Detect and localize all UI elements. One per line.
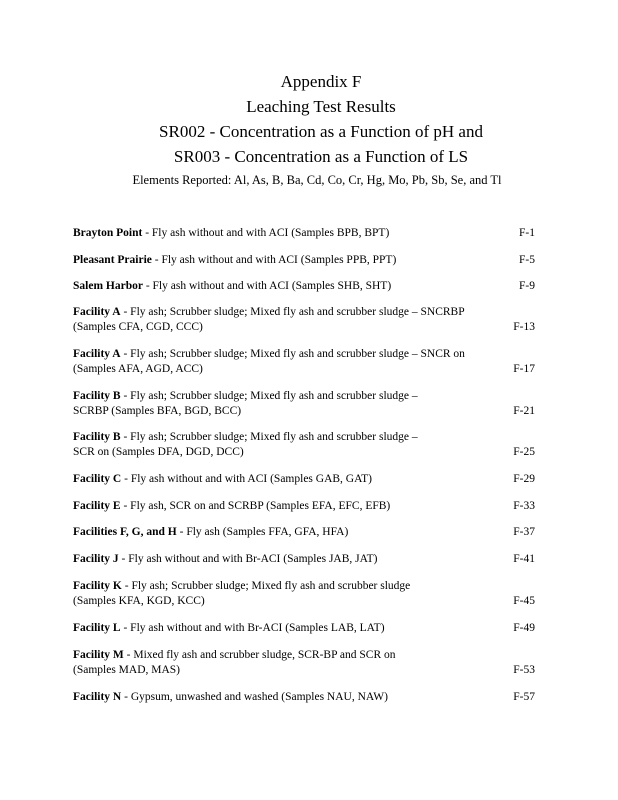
entry-facility: Facility B	[73, 390, 121, 402]
toc-entry-brayton-point	[73, 226, 535, 241]
entry-description: - Fly ash, SCR on and SCRBP (Samples EFA, EFC, EFB)	[120, 500, 391, 512]
entry-description: - Fly ash; Scrubber sludge; Mixed fly ash and scrubber sludge – SNCRBP	[120, 306, 465, 318]
document-title: Leaching Test Results	[246, 97, 396, 116]
entry-page-number: F-9	[519, 280, 535, 292]
entry-page-number: F-37	[513, 526, 535, 538]
table-of-contents	[73, 226, 535, 705]
entry-facility: Facility C	[73, 473, 122, 485]
toc-entry-pleasant-prairie	[73, 253, 535, 268]
entry-page-number: F-41	[513, 553, 535, 565]
entry-facility: Facility B	[73, 431, 121, 443]
entry-description-line2: (Samples AFA, AGD, ACC)	[73, 363, 203, 375]
toc-entry-facility-b-scr-on	[73, 430, 535, 460]
entry-page-number: F-53	[513, 664, 535, 676]
entry-description-line2: SCRBP (Samples BFA, BGD, BCC)	[73, 405, 242, 417]
appendix-header	[0, 70, 618, 190]
appendix-label: Appendix F	[280, 72, 362, 91]
toc-entry-facility-a-sncrbp	[73, 305, 535, 335]
entry-description: - Gypsum, unwashed and washed (Samples NAU, NAW)	[121, 691, 388, 703]
toc-entry-facility-l	[73, 621, 535, 636]
entry-facility: Facility K	[73, 580, 122, 592]
toc-entry-facility-c	[73, 472, 535, 487]
entry-page-number: F-29	[513, 473, 535, 485]
entry-page-number: F-1	[519, 227, 535, 239]
entry-description: - Fly ash; Scrubber sludge; Mixed fly ash and scrubber sludge	[121, 580, 411, 592]
subtitle-sr002: SR002 - Concentration as a Function of pH and	[159, 122, 483, 141]
toc-entry-facility-m	[73, 648, 535, 678]
toc-entry-facilities-fgh	[73, 525, 535, 540]
entry-page-number: F-25	[513, 446, 535, 458]
entry-facility: Facility J	[73, 553, 119, 565]
entry-page-number: F-57	[513, 691, 535, 703]
toc-entry-facility-b-scrbp	[73, 389, 535, 419]
entry-facility: Facility M	[73, 649, 124, 661]
entry-facility: Facility E	[73, 500, 121, 512]
entry-facility: Facility A	[73, 306, 121, 318]
entry-page-number: F-49	[513, 622, 535, 634]
toc-entry-salem-harbor	[73, 279, 535, 294]
entry-facility: Facility A	[73, 348, 121, 360]
entry-description: - Fly ash; Scrubber sludge; Mixed fly ash and scrubber sludge –	[120, 431, 418, 443]
entry-facility: Facility N	[73, 691, 122, 703]
elements-reported: Elements Reported: Al, As, B, Ba, Cd, Co, Cr, Hg, Mo, Pb, Sb, Se, and Tl	[132, 173, 502, 187]
entry-description-line2: SCR on (Samples DFA, DGD, DCC)	[73, 446, 244, 458]
subtitle-sr003: SR003 - Concentration as a Function of LS	[173, 147, 469, 166]
toc-entry-facility-j	[73, 552, 535, 567]
entry-facility: Pleasant Prairie	[73, 254, 152, 266]
entry-description: - Fly ash; Scrubber sludge; Mixed fly ash and scrubber sludge –	[120, 390, 418, 402]
entry-facility: Facilities F, G, and H	[73, 526, 177, 538]
entry-facility: Salem Harbor	[73, 280, 143, 292]
toc-entry-facility-a-sncr-on	[73, 347, 535, 377]
toc-entry-facility-k	[73, 579, 535, 609]
entry-description-line2: (Samples KFA, KGD, KCC)	[73, 595, 205, 607]
entry-description: - Fly ash without and with ACI (Samples BPB, BPT)	[142, 227, 390, 239]
entry-page-number: F-33	[513, 500, 535, 512]
entry-description: - Fly ash without and with ACI (Samples SHB, SHT)	[142, 280, 392, 292]
entry-description: - Fly ash without and with ACI (Samples GAB, GAT)	[121, 473, 372, 485]
entry-description: - Mixed fly ash and scrubber sludge, SCR-BP and SCR on	[123, 649, 396, 661]
entry-description-line2: (Samples CFA, CGD, CCC)	[73, 321, 203, 333]
entry-facility: Brayton Point	[73, 227, 143, 239]
entry-description-line2: (Samples MAD, MAS)	[73, 664, 181, 676]
entry-description: - Fly ash without and with Br-ACI (Samples LAB, LAT)	[120, 622, 385, 634]
entry-description: - Fly ash (Samples FFA, GFA, HFA)	[176, 526, 349, 538]
toc-entry-facility-e	[73, 499, 535, 514]
entry-page-number: F-13	[513, 321, 535, 333]
entry-page-number: F-17	[513, 363, 535, 375]
entry-page-number: F-21	[513, 405, 535, 417]
entry-description: - Fly ash without and with Br-ACI (Samples JAB, JAT)	[118, 553, 378, 565]
entry-facility: Facility L	[73, 622, 121, 634]
toc-entry-facility-n	[73, 690, 535, 705]
entry-page-number: F-45	[513, 595, 535, 607]
entry-description: - Fly ash; Scrubber sludge; Mixed fly ash and scrubber sludge – SNCR on	[120, 348, 465, 360]
entry-description: - Fly ash without and with ACI (Samples PPB, PPT)	[151, 254, 397, 266]
entry-page-number: F-5	[519, 254, 535, 266]
